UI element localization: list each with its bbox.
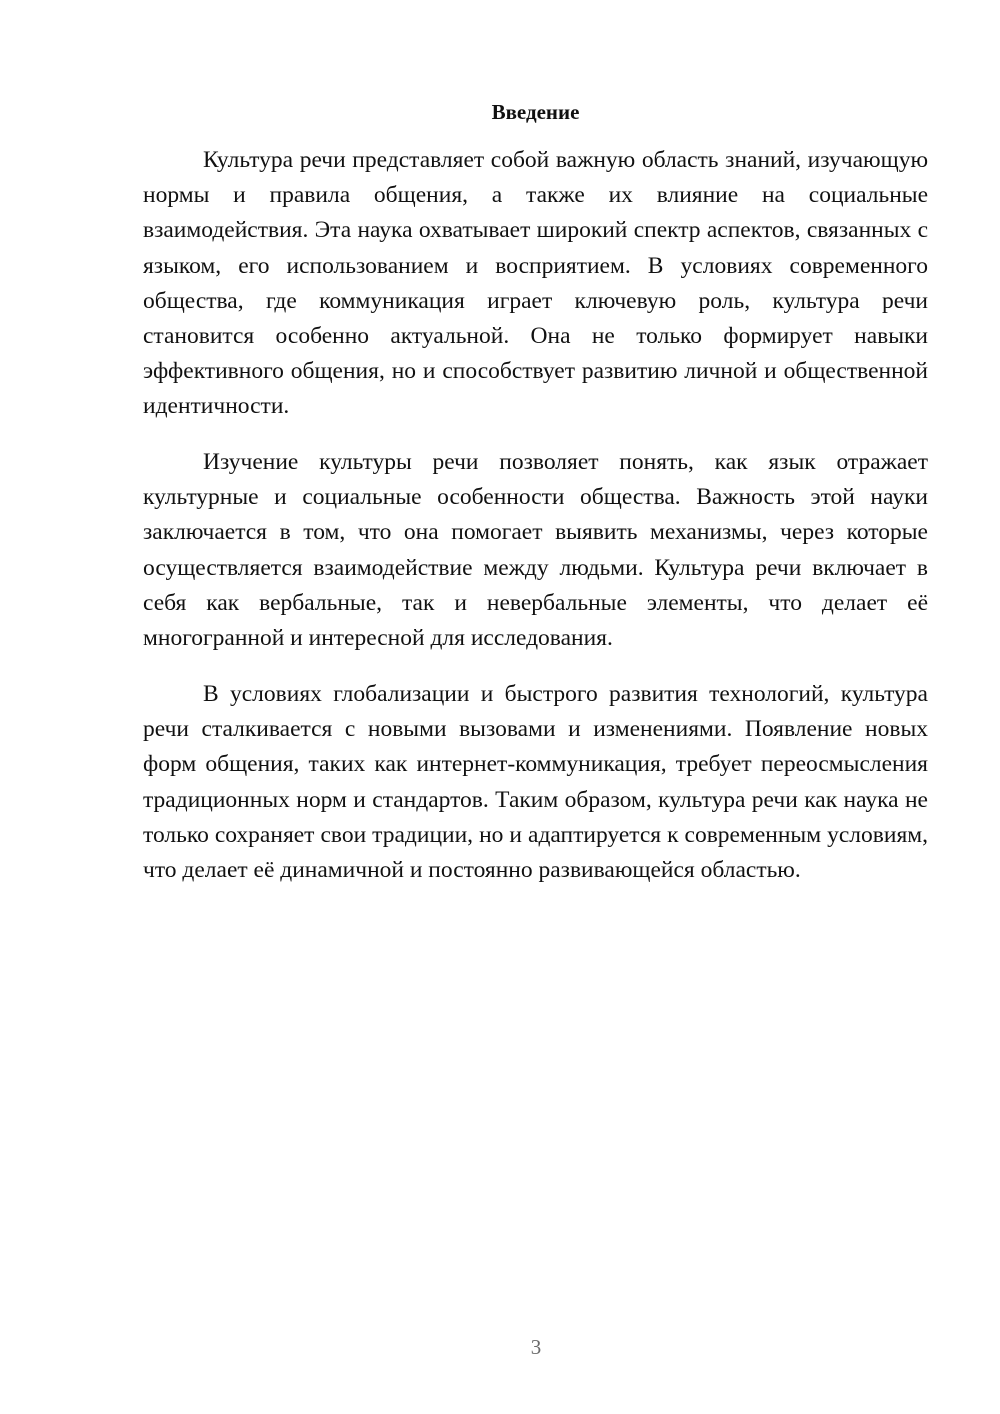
paragraph-3: В условиях глобализации и быстрого развития технологий, культура речи сталкивается с новыми вызовами и изменениями. Появление новых форм общения, таких как интернет-коммуникация, требует переосмысления традиционных норм и стандартов. Таким образом, культура речи как наука не только сохраняет свои традиции, но и адаптируется к современным условиям, что делает её динамичной и постоянно развивающейся областью.: [143, 681, 928, 884]
section-heading: Введение: [491, 100, 580, 124]
paragraph-2: Изучение культуры речи позволяет понять, как язык отражает культурные и социальные особенности общества. Важность этой науки заключается в том, что она помогает выявить механизмы, через которые осуществляется взаимодействие между людьми. Культура речи включает в себя как вербальные, так и невербальные элементы, что делает её многогранной и интересной для исследования.: [143, 449, 928, 652]
paragraph-1: Культура речи представляет собой важную область знаний, изучающую нормы и правила общения, а также их влияние на социальные взаимодействия. Эта наука охватывает широкий спектр аспектов, связанных с языком, его использованием и восприятием. В условиях современного общества, где коммуникация играет ключевую роль, культура речи становится особенно актуальной. Она не только формирует навыки эффективного общения, но и способствует развитию личной и общественной идентичности.: [143, 147, 928, 420]
page-number: 3: [530, 1335, 542, 1359]
